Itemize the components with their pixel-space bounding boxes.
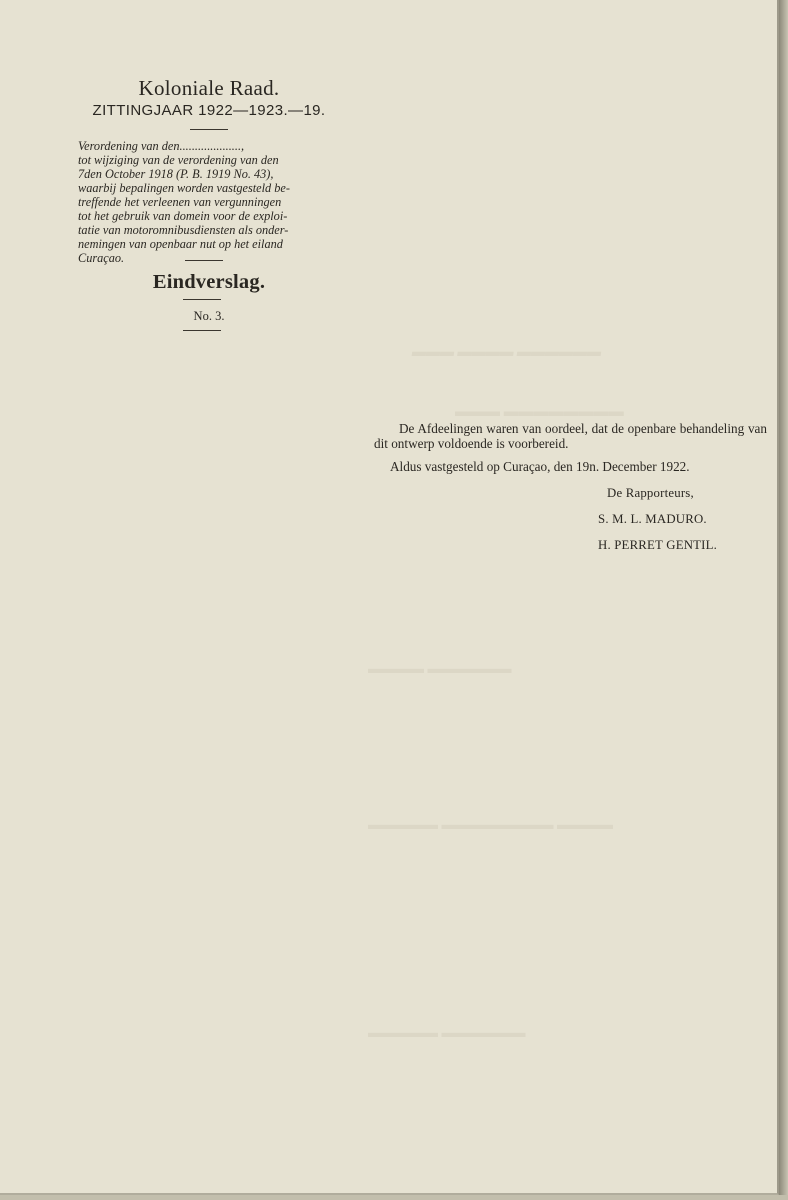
signing-statement: Aldus vastgesteld op Curaçao, den 19n. December 1922. <box>390 459 690 474</box>
divider <box>183 330 221 331</box>
bleed-through-text: ▬▬▬▬▬ ▬▬▬▬▬▬ <box>368 1026 526 1041</box>
ordinance-subject <box>78 139 332 265</box>
subject-line: treffende het verleenen van vergunningen <box>78 195 282 209</box>
page-bottom-shadow <box>0 1195 788 1200</box>
subject-line: tot het gebruik van domein voor de exploi- <box>78 209 288 223</box>
document-header <box>78 76 340 121</box>
report-title: Eindverslag. <box>152 271 266 293</box>
subject-line: waarbij bepalingen worden vastgesteld be- <box>78 181 290 195</box>
council-title: Koloniale Raad. <box>138 76 280 100</box>
divider <box>183 299 221 300</box>
subject-line: Verordening van den...................., <box>78 139 245 153</box>
subject-line: 7den October 1918 (P. B. 1919 No. 43), <box>78 167 274 181</box>
subject-line: tot wijziging van de verordening van den <box>78 153 279 167</box>
signatory-name: S. M. L. MADURO. <box>598 512 707 526</box>
divider <box>185 260 223 261</box>
bleed-through-text: ▬▬▬ ▬▬▬▬ ▬▬▬▬▬▬ <box>411 345 603 360</box>
report-number: No. 3. <box>193 309 225 323</box>
divider <box>190 129 228 130</box>
bleed-through-text: ▬▬▬▬ ▬▬▬▬▬▬ <box>368 662 512 677</box>
session-year: ZITTINGJAAR 1922—1923.—19. <box>92 102 326 119</box>
page-edge-shadow <box>779 0 788 1200</box>
report-paragraph <box>374 421 767 451</box>
subject-line: tatie van motoromnibusdiensten als onder- <box>78 223 289 237</box>
bleed-through-text: ▬▬▬ ▬▬▬▬▬▬▬▬ <box>455 404 624 420</box>
paragraph-text: De Afdeelingen waren van oordeel, dat de openbare behandeling van dit ontwerp voldoende is voorbereid. <box>374 421 767 451</box>
bleed-through-text: ▬▬▬▬▬ ▬▬▬▬▬▬▬▬ ▬▬▬▬ <box>368 818 613 833</box>
subject-line: nemingen van openbaar nut op het eiland <box>78 237 283 251</box>
rapporteurs-label: De Rapporteurs, <box>607 486 694 500</box>
signatory-name: H. PERRET GENTIL. <box>598 538 718 552</box>
subject-line: Curaçao. <box>78 251 125 265</box>
